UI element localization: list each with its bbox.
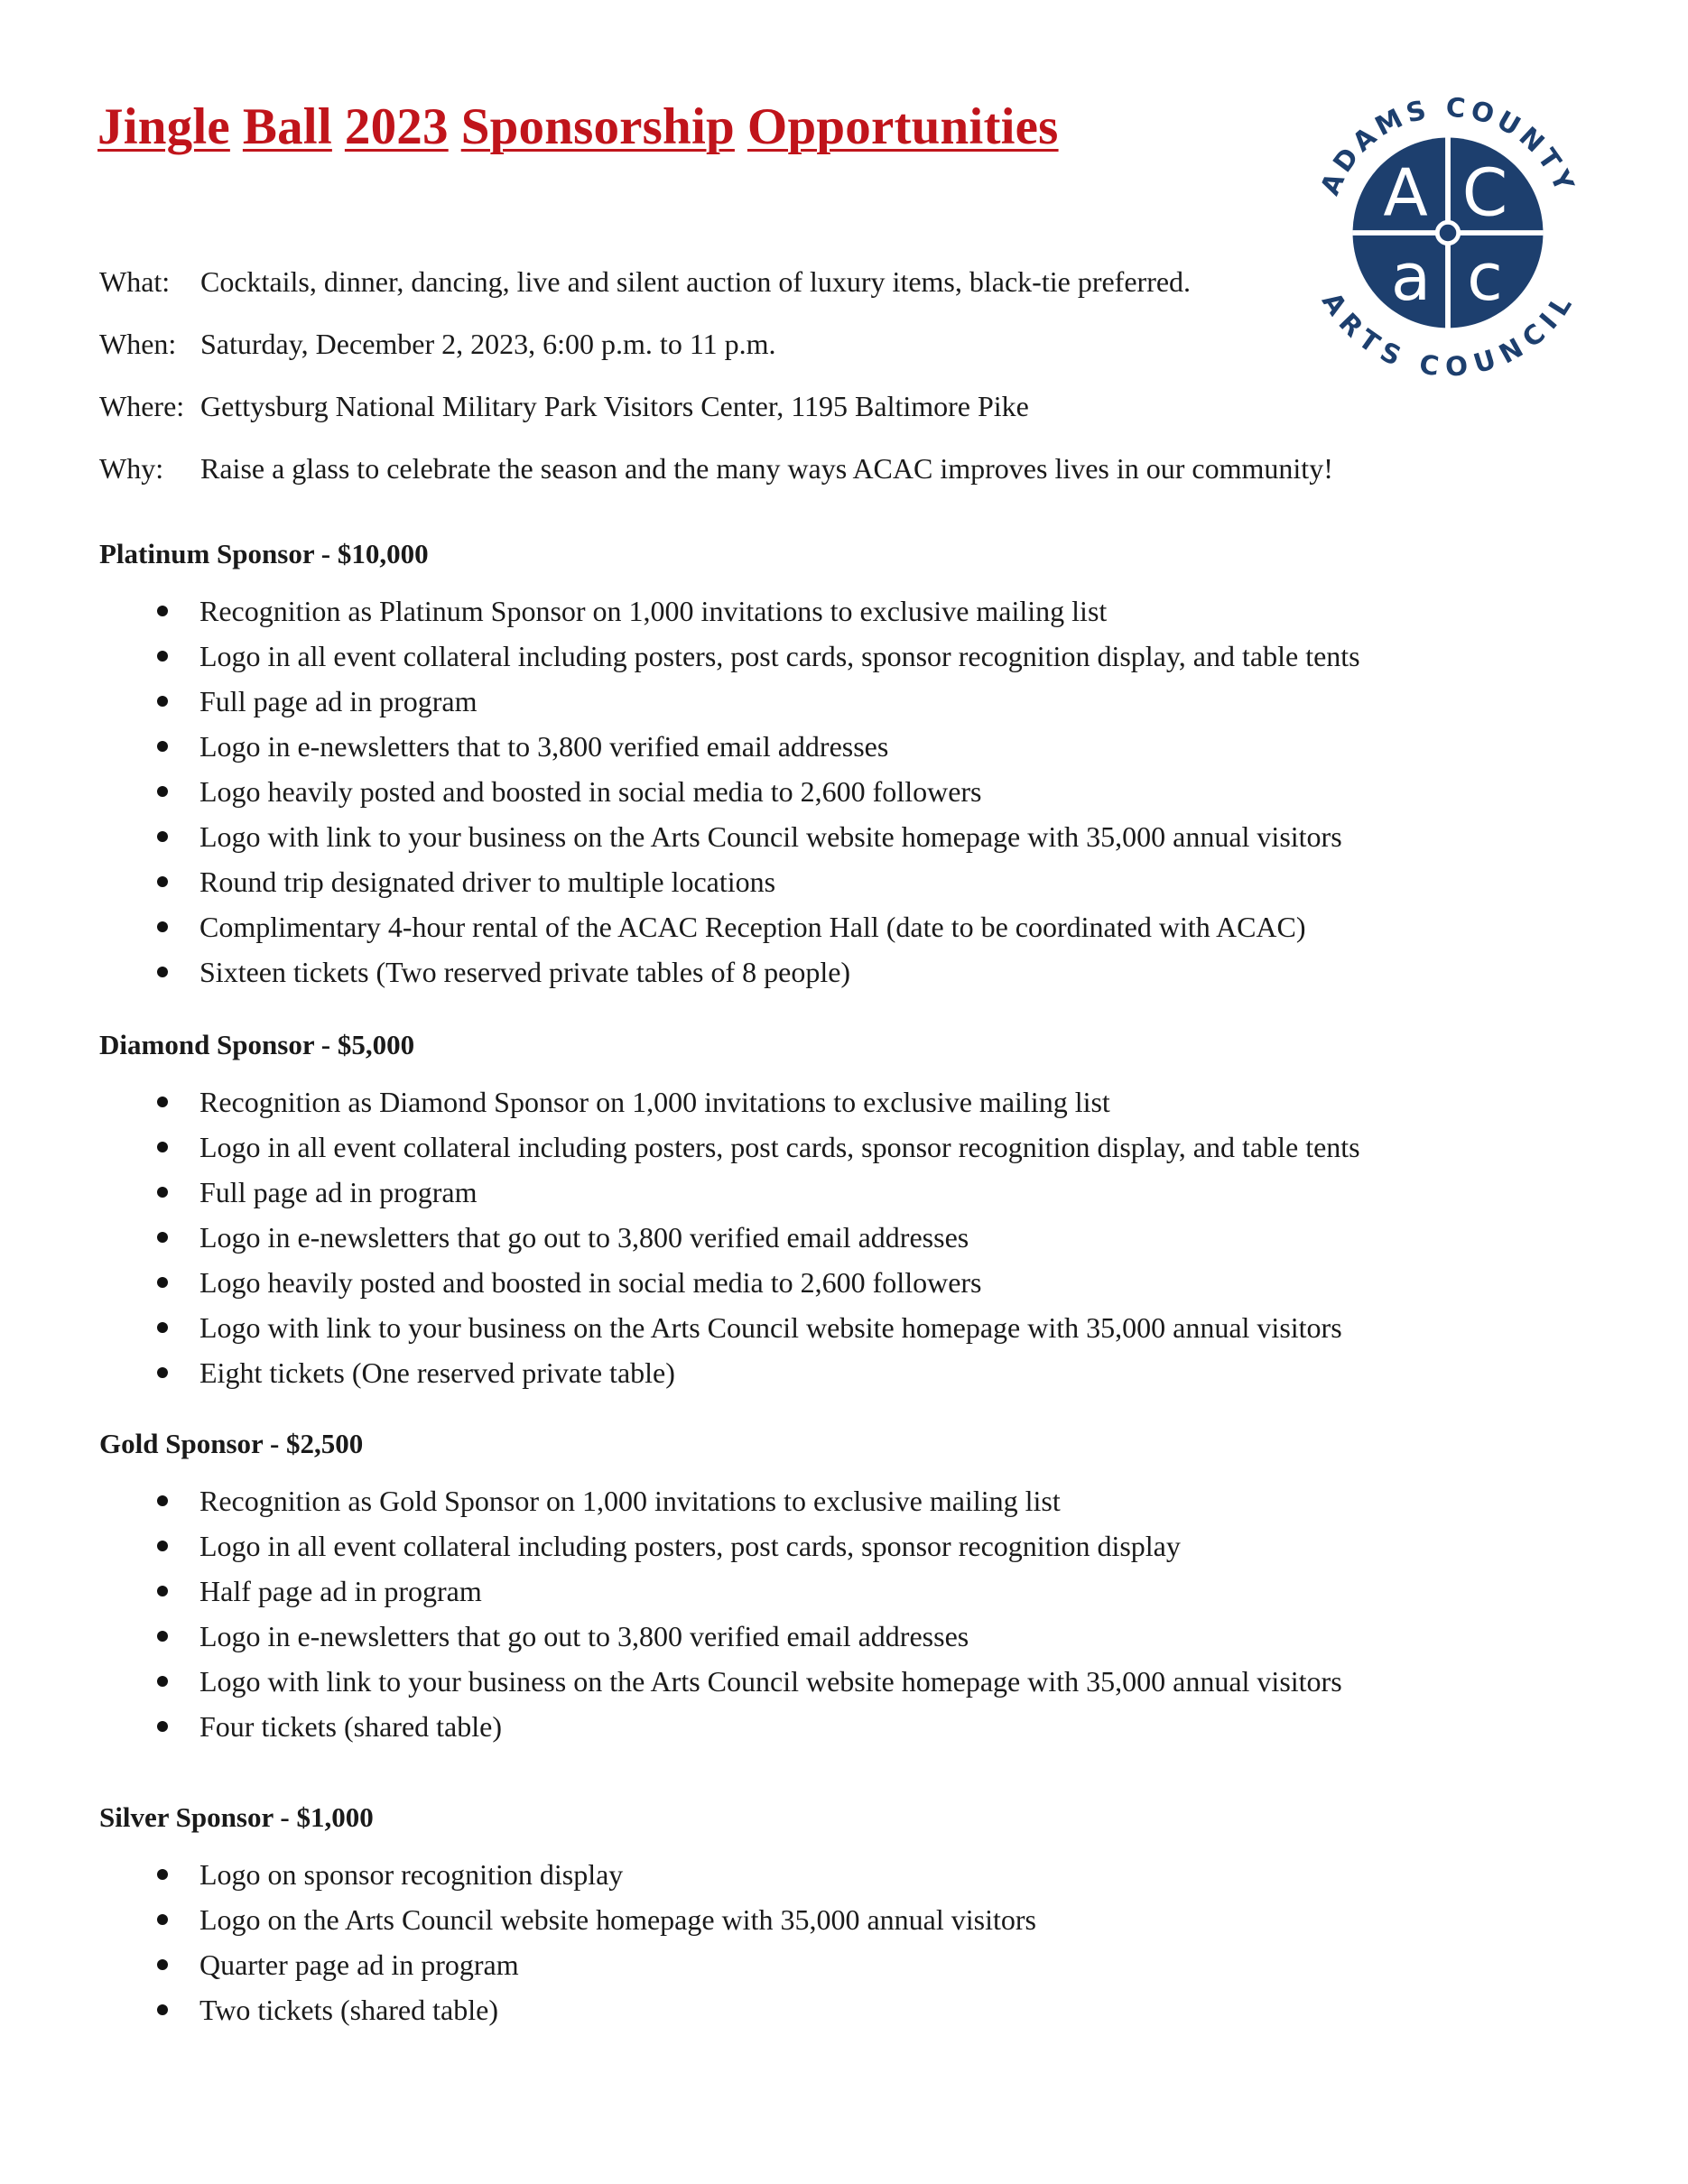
info-row-where — [99, 375, 1333, 438]
bullet-icon — [157, 967, 168, 977]
list-item: Logo in all event collateral including posters, post cards, sponsor recognition display — [99, 1523, 1342, 1569]
bullet-icon — [157, 1541, 168, 1551]
list-item: Logo in e-newsletters that to 3,800 verified email addresses — [99, 724, 1360, 769]
list-item: Logo with link to your business on the Arts Council website homepage with 35,000 annual visitors — [99, 1305, 1360, 1350]
tier-heading: Silver Sponsor - $1,000 — [99, 1801, 374, 1833]
benefit-list — [99, 1852, 1036, 2032]
benefit-list — [99, 1079, 1360, 1395]
bullet-icon — [157, 1721, 168, 1732]
logo-letter: a — [1390, 240, 1432, 317]
info-text: Gettysburg National Military Park Visitors Center, 1195 Baltimore Pike — [200, 390, 1029, 422]
list-item: Logo on sponsor recognition display — [99, 1852, 1036, 1897]
bullet-icon — [157, 2004, 168, 2015]
bullet-icon — [157, 1495, 168, 1506]
bullet-icon — [157, 1914, 168, 1925]
list-item: Recognition as Diamond Sponsor on 1,000 invitations to exclusive mailing list — [99, 1079, 1360, 1124]
tier-silver — [99, 1800, 1036, 2032]
title-word: Ball — [242, 98, 332, 155]
bullet-icon — [157, 1322, 168, 1333]
list-item: Logo heavily posted and boosted in social media to 2,600 followers — [99, 769, 1360, 814]
logo-letter: C — [1461, 155, 1508, 232]
list-item: Logo on the Arts Council website homepage with 35,000 annual visitors — [99, 1897, 1036, 1942]
list-item: Complimentary 4-hour rental of the ACAC Reception Hall (date to be coordinated with ACAC) — [99, 904, 1360, 949]
adams-county-arts-council-logo — [1298, 83, 1598, 383]
tier-platinum — [99, 536, 1360, 995]
page-title — [97, 97, 1071, 156]
list-item: Logo heavily posted and boosted in social media to 2,600 followers — [99, 1260, 1360, 1305]
list-item: Half page ad in program — [99, 1569, 1342, 1614]
info-text: Cocktails, dinner, dancing, live and silent auction of luxury items, black-tie preferred. — [200, 265, 1192, 298]
bullet-icon — [157, 1959, 168, 1970]
list-item: Four tickets (shared table) — [99, 1704, 1342, 1749]
list-item: Quarter page ad in program — [99, 1942, 1036, 1987]
tier-gold — [99, 1426, 1342, 1749]
bullet-icon — [157, 1097, 168, 1107]
list-item: Logo in all event collateral including posters, post cards, sponsor recognition display, and table tents — [99, 634, 1360, 679]
title-word: Jingle — [97, 98, 230, 155]
bullet-icon — [157, 786, 168, 797]
tier-heading: Platinum Sponsor - $10,000 — [99, 538, 429, 569]
list-item: Sixteen tickets (Two reserved private tables of 8 people) — [99, 949, 1360, 995]
list-item: Recognition as Platinum Sponsor on 1,000 invitations to exclusive mailing list — [99, 588, 1360, 634]
logo-center-ring — [1437, 222, 1458, 243]
tier-heading: Diamond Sponsor - $5,000 — [99, 1029, 415, 1060]
bullet-icon — [157, 1142, 168, 1152]
bullet-icon — [157, 1277, 168, 1288]
list-item: Logo in e-newsletters that go out to 3,800 verified email addresses — [99, 1614, 1342, 1659]
info-text: Saturday, December 2, 2023, 6:00 p.m. to 11 p.m. — [200, 328, 776, 360]
info-label: Why: — [99, 452, 164, 485]
info-label: What: — [99, 265, 171, 298]
title-word: Sponsorship — [460, 98, 735, 155]
list-item: Logo in e-newsletters that go out to 3,800 verified email addresses — [99, 1215, 1360, 1260]
bullet-icon — [157, 1187, 168, 1198]
bullet-icon — [157, 1586, 168, 1596]
bullet-icon — [157, 1676, 168, 1687]
info-label: Where: — [99, 390, 185, 422]
logo-letter: c — [1467, 240, 1503, 317]
info-row-when — [99, 313, 1333, 375]
title-word: 2023 — [344, 98, 449, 155]
benefit-list — [99, 1478, 1342, 1749]
tier-diamond — [99, 1027, 1360, 1395]
list-item: Recognition as Gold Sponsor on 1,000 invitations to exclusive mailing list — [99, 1478, 1342, 1523]
list-item: Logo in all event collateral including posters, post cards, sponsor recognition display, and table tents — [99, 1124, 1360, 1170]
bullet-icon — [157, 651, 168, 662]
info-row-why — [99, 438, 1333, 500]
info-row-what — [99, 251, 1333, 313]
bullet-icon — [157, 606, 168, 616]
bullet-icon — [157, 741, 168, 752]
list-item: Logo with link to your business on the Arts Council website homepage with 35,000 annual visitors — [99, 814, 1360, 859]
benefit-list — [99, 588, 1360, 995]
list-item: Round trip designated driver to multiple locations — [99, 859, 1360, 904]
bullet-icon — [157, 876, 168, 887]
bullet-icon — [157, 1232, 168, 1243]
bullet-icon — [157, 696, 168, 707]
info-label: When: — [99, 328, 177, 360]
list-item: Full page ad in program — [99, 679, 1360, 724]
logo-letter: A — [1383, 155, 1428, 232]
list-item: Eight tickets (One reserved private table) — [99, 1350, 1360, 1395]
title-word: Opportunities — [747, 98, 1059, 155]
tier-heading: Gold Sponsor - $2,500 — [99, 1428, 364, 1459]
list-item: Logo with link to your business on the Arts Council website homepage with 35,000 annual visitors — [99, 1659, 1342, 1704]
bullet-icon — [157, 831, 168, 842]
bullet-icon — [157, 1631, 168, 1642]
list-item: Full page ad in program — [99, 1170, 1360, 1215]
bullet-icon — [157, 1367, 168, 1378]
info-text: Raise a glass to celebrate the season and the many ways ACAC improves lives in our community! — [200, 452, 1333, 485]
logo-arc-text-bottom: ARTS COUNCIL — [1315, 286, 1581, 383]
bullet-icon — [157, 921, 168, 932]
list-item: Two tickets (shared table) — [99, 1987, 1036, 2032]
bullet-icon — [157, 1869, 168, 1880]
logo-arc-text-top: ADAMS COUNTY — [1313, 91, 1582, 200]
event-info — [99, 251, 1333, 500]
